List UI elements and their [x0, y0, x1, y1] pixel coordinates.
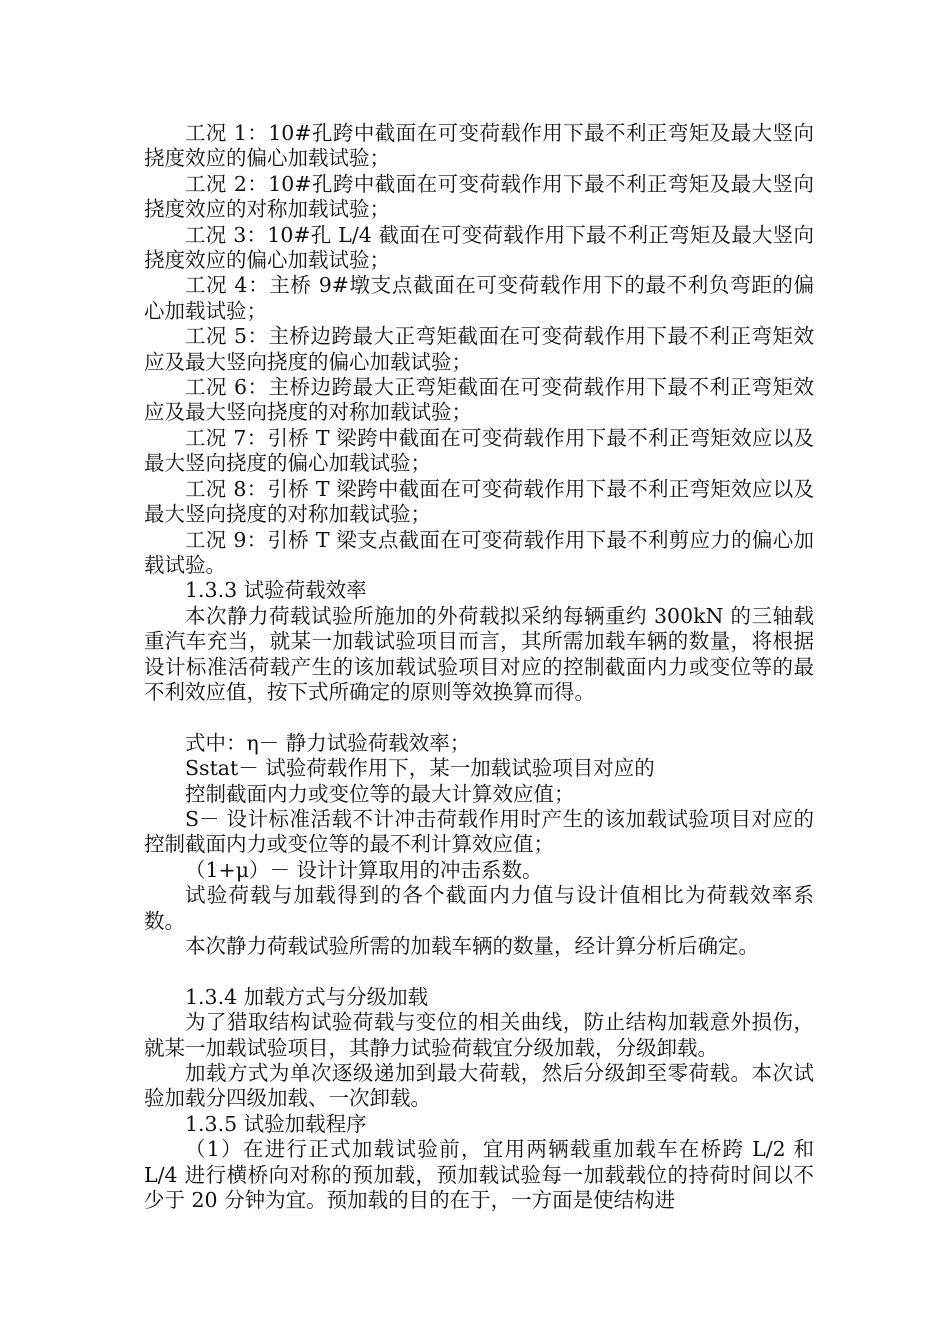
- section-gap: [144, 959, 814, 984]
- section-heading-1-3-3: 1.3.3 试验荷载效率: [185, 578, 367, 603]
- paragraph-load-efficiency: 本次静力荷载试验所施加的外荷载拟采纳每辆重约 300kN 的三轴载重汽车充当，就某一加载试验项目而言，其所需加载车辆的数量，将根据设计标准活荷载产生的该加载试验项目对应的控制截面内力或变位等的最不利效应值，按下式所确定的原则等效换算而得。: [144, 603, 814, 704]
- document-body: [144, 121, 814, 1213]
- paragraph-case-8: 工况 8：引桥 T 梁跨中截面在可变荷载作用下最不利正弯矩效应以及最大竖向挠度的对称加载试验；: [144, 476, 814, 527]
- section-heading-1-3-5: 1.3.5 试验加载程序: [185, 1111, 367, 1136]
- paragraph-case-1: 工况 1：10#孔跨中截面在可变荷载作用下最不利正弯矩及最大竖向挠度效应的偏心加载试验；: [144, 121, 814, 171]
- paragraph-case-9: 工况 9：引桥 T 梁支点截面在可变荷载作用下最不利剪应力的偏心加载试验。: [144, 527, 814, 577]
- paragraph-efficiency-coefficient: 试验荷载与加载得到的各个截面内力值与设计值相比为荷载效率系数。: [144, 883, 814, 933]
- paragraph-eta-definition: 式中：η－ 静力试验荷载效率；: [185, 730, 471, 755]
- paragraph-impact-coefficient: （1+μ）－ 设计计算取用的冲击系数。: [185, 857, 543, 882]
- paragraph-case-5: 工况 5：主桥边跨最大正弯矩截面在可变荷载作用下最不利正弯矩效应及最大竖向挠度的偏心加载试验；: [144, 324, 814, 374]
- paragraph-sstat-definition: Sstat－ 试验荷载作用下，某一加载试验项目对应的: [185, 756, 655, 781]
- paragraph-case-4: 工况 4：主桥 9#墩支点截面在可变荷载作用下的最不利负弯距的偏心加载试验；: [144, 273, 814, 323]
- paragraph-preloading: （1）在进行正式加载试验前，宜用两辆载重加载车在桥跨 L/2 和 L/4 进行横桥向对称的预加载，预加载试验每一加载载位的持荷时间以不少于 20 分钟为宜。预加载的目的在于，一方面是使结构进: [144, 1137, 814, 1213]
- paragraph-case-6: 工况 6：主桥边跨最大正弯矩截面在可变荷载作用下最不利正弯矩效应及最大竖向挠度的对称加载试验；: [144, 375, 814, 425]
- paragraph-sstat-continued: 控制截面内力或变位等的最大计算效应值；: [185, 781, 575, 806]
- section-heading-1-3-4: 1.3.4 加载方式与分级加载: [185, 984, 429, 1009]
- paragraph-case-3: 工况 3：10#孔 L/4 截面在可变荷载作用下最不利正弯矩及最大竖向挠度效应的偏心加载试验；: [144, 222, 814, 273]
- paragraph-case-2: 工况 2：10#孔跨中截面在可变荷载作用下最不利正弯矩及最大竖向挠度效应的对称加载试验；: [144, 171, 814, 222]
- formula-gap: [144, 705, 814, 730]
- paragraph-vehicle-count: 本次静力荷载试验所需的加载车辆的数量，经计算分析后确定。: [185, 933, 759, 958]
- paragraph-staged-loading: 为了猎取结构试验荷载与变位的相关曲线，防止结构加载意外损伤，就某一加载试验项目，其静力试验荷载宜分级加载，分级卸载。: [144, 1010, 814, 1060]
- paragraph-loading-method: 加载方式为单次逐级递加到最大荷载，然后分级卸至零荷载。本次试验加载分四级加载、一次卸载。: [144, 1061, 814, 1111]
- paragraph-case-7: 工况 7：引桥 T 梁跨中截面在可变荷载作用下最不利正弯矩效应以及最大竖向挠度的偏心加载试验；: [144, 425, 814, 476]
- paragraph-s-definition: S－ 设计标准活载不计冲击荷载作用时产生的该加载试验项目对应的控制截面内力或变位等的最不利计算效应值；: [144, 806, 814, 857]
